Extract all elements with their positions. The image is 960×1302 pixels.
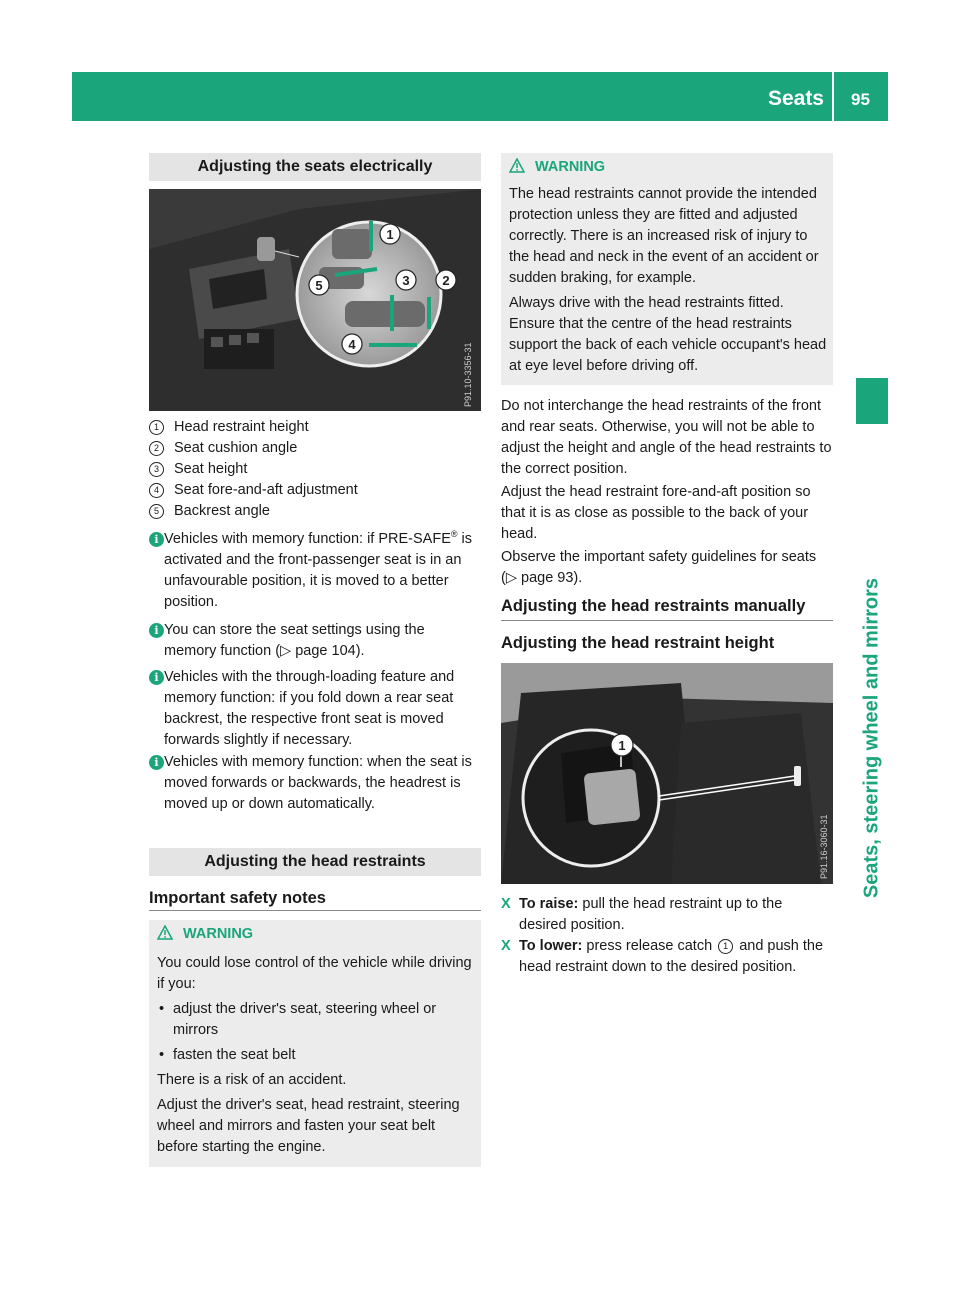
warning-heading: WARNING — [157, 924, 473, 947]
info-icon: i — [149, 755, 164, 770]
warning-box-left — [149, 920, 481, 1167]
warning-paragraph: Always drive with the head restraints fitted. Ensure that the centre of the head restraints support the back of each vehicle occupant's head at eye level before driving off. — [509, 295, 827, 374]
warning-heading: WARNING — [509, 157, 827, 180]
legend-item: 5 Backrest angle — [149, 501, 270, 522]
warning-bullet: • adjust the driver's seat, steering wheel or mirrors — [159, 1001, 437, 1038]
paragraph: Do not interchange the head restraints of the front and rear seats. Otherwise, you will not be able to adjust the height and angle of the head restraints to the correct position. — [501, 398, 832, 477]
section-title-seats-electric: Adjusting the seats electrically — [149, 153, 481, 181]
callout-4-label: 4 — [348, 337, 356, 352]
header-band — [72, 72, 888, 121]
info-note-presafe: i Vehicles with memory function: if PRE-SAFE® is activated and the front-passenger seat is in an unfavourable position, it is moved to a better position. — [149, 529, 481, 613]
warning-paragraph: The head restraints cannot provide the intended protection unless they are fitted and adjusted correctly. There is an increased risk of injury to the head and neck in the event of an accident or sudden braking, for example. — [509, 186, 819, 286]
info-icon: i — [149, 670, 164, 685]
header-separator — [832, 72, 834, 121]
legend-item: 1 Head restraint height — [149, 417, 309, 438]
warning-risk: There is a risk of an accident. — [157, 1072, 347, 1088]
callout-5-label: 5 — [315, 278, 323, 293]
figure-code: P91.16-3060-31 — [819, 814, 829, 879]
heading-manual-adjust: Adjusting the head restraints manually — [501, 594, 833, 621]
callout-1-label: 1 — [618, 738, 626, 753]
chapter-tab-label: Seats, steering wheel and mirrors — [860, 577, 883, 898]
legend-item: 2 Seat cushion angle — [149, 438, 297, 459]
section-title-head-restraints: Adjusting the head restraints — [149, 848, 481, 876]
info-note-memory: i You can store the seat settings using the memory function (▷ page 104). — [149, 620, 481, 662]
warning-box-right — [501, 153, 833, 385]
instruction-step-raise: X To raise: pull the head restraint up to the desired position. — [501, 896, 783, 933]
figure-code: P91.10-3356-31 — [463, 342, 473, 407]
warning-triangle-icon — [509, 158, 525, 180]
info-icon: i — [149, 532, 164, 547]
info-icon: i — [149, 623, 164, 638]
warning-action: Adjust the driver's seat, head restraint, steering wheel and mirrors and fasten your seat belt before starting the engine. — [157, 1097, 460, 1155]
info-note-through-loading: i Vehicles with the through-loading feature and memory function: if you fold down a rear seat backrest, the respective front seat is moved forwards slightly if necessary. — [149, 667, 481, 751]
callout-3-label: 3 — [402, 273, 410, 288]
page-header-title: Seats — [767, 87, 824, 110]
step-arrow-icon: X — [501, 896, 511, 912]
warning-bullet: • fasten the seat belt — [159, 1047, 296, 1063]
info-note-headrest: i Vehicles with memory function: when the seat is moved forwards or backwards, the headrest is moved up or down automatically. — [149, 752, 481, 815]
paragraph: Adjust the head restraint fore-and-aft position so that it is as close as possible to the back of your head. — [501, 484, 811, 542]
subheading-safety-notes: Important safety notes — [149, 886, 481, 911]
callout-1-label: 1 — [386, 227, 394, 242]
step-arrow-icon: X — [501, 938, 511, 954]
paragraph: Observe the important safety guidelines for seats (▷ page 93). — [501, 549, 817, 586]
instruction-step-lower: X To lower: press release catch 1 and push the head restraint down to the desired position. — [501, 938, 824, 975]
callout-2-label: 2 — [442, 273, 450, 288]
chapter-tab-marker — [856, 378, 888, 424]
legend-item: 3 Seat height — [149, 459, 247, 480]
head-restraint-figure — [501, 663, 833, 884]
warning-intro: You could lose control of the vehicle while driving if you: — [157, 955, 472, 992]
page-number: 95 — [851, 90, 870, 109]
heading-restraint-height: Adjusting the head restraint height — [501, 634, 775, 652]
body-text-right — [501, 396, 833, 589]
seat-controls-figure — [149, 189, 481, 411]
legend-item: 4 Seat fore-and-aft adjustment — [149, 480, 358, 501]
warning-triangle-icon — [157, 925, 173, 947]
